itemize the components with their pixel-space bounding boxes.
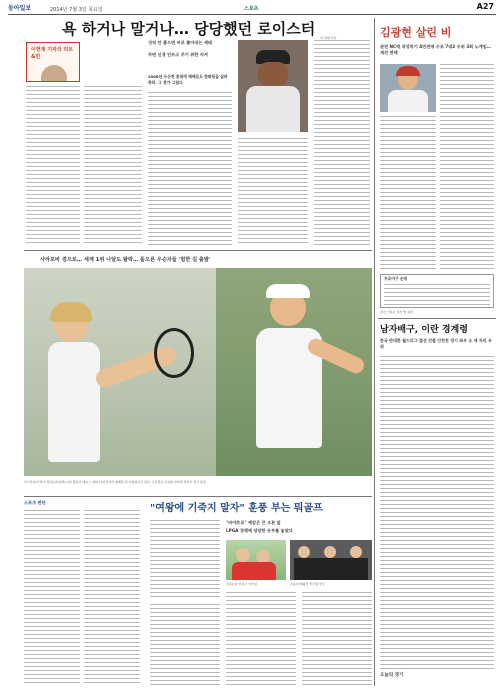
bottom-text-col-3	[302, 592, 372, 686]
right-text-col-a	[380, 116, 436, 270]
byline: 이 헌재 기자	[320, 36, 337, 40]
issue-date: 2014년 7월 3일 목요일	[50, 7, 103, 13]
kim-photo	[380, 64, 436, 112]
paper-name: 동아일보	[8, 5, 32, 12]
main-headline: 욕 하거나 말거나… 당당했던 로이스터	[62, 20, 316, 38]
bottom-sub-1: "바야흐로" 예감은 큰 오른 앞	[226, 520, 281, 525]
golfers-photo-2	[290, 540, 372, 580]
story-text-col-2	[84, 86, 142, 246]
right-subhead: 관전 NC에 작성하기 4연전에 수로 7대2 우위 3회 노게임… 재건 연패	[380, 44, 491, 55]
sports-brief-label: 스포츠 판단	[24, 500, 46, 505]
page-header	[8, 3, 496, 15]
divider	[24, 250, 372, 251]
bottom-text-col-2	[226, 592, 296, 686]
standings-table	[380, 274, 494, 308]
brief-text-col-1	[24, 510, 80, 686]
story-text-col-5	[314, 40, 370, 246]
right-text-col-b	[440, 64, 494, 270]
divider	[378, 318, 496, 319]
columnist-portrait	[41, 65, 67, 81]
standings-note: 관전 기록은 일자 별 결과	[380, 310, 413, 314]
lisicki-photo	[216, 268, 372, 476]
story-text-col-1	[26, 86, 80, 246]
bottom-text-col-1	[150, 604, 220, 686]
golfers-caption-1: 김하늘과 김효주 이미림	[226, 582, 257, 586]
brief-text-col-2	[84, 510, 140, 686]
bottom-text-col-0	[150, 520, 220, 600]
story-text-col-3	[148, 92, 232, 246]
story-text-col-4	[238, 138, 308, 246]
right-text-col-c	[380, 356, 494, 670]
right-headline: 김광현 살린 비	[380, 26, 452, 39]
bottom-sub-2: LPGA 경쟁에 당당한 승부를 놓았다	[226, 528, 293, 533]
right-subhead-2: 한국 반대한 월드리그 결선 진출 인천전 경기 좌우 오 세 자리 우위	[380, 338, 492, 349]
section-name: 스포츠	[244, 6, 259, 12]
photo-caption: 러시아의 마리야 샤라포바(왼쪽) 2일 윔블던 테니스 대회 16강전에서 패배한 뒤 아쉬워하고 있다. 오른쪽은 독일의 자비네 리지키 경기 장면.	[24, 480, 207, 484]
column-label-box	[26, 42, 80, 82]
story-subhead-1: 성적 안 좋으면 바로 쫓아내는 세태	[148, 40, 212, 45]
divider	[24, 496, 372, 497]
bottom-headline: "여왕에 기죽지 말자" 훈풍 부는 뭐골프	[150, 503, 323, 514]
today-games-title: 오늘의 경기	[380, 673, 404, 678]
golfers-caption-2: 조윤지 배희경 박주영 선수	[290, 582, 325, 586]
sharapova-photo	[24, 268, 216, 476]
right-column-rule	[374, 18, 375, 686]
royster-photo	[238, 40, 308, 132]
golfers-photo-1	[226, 540, 286, 580]
standings-title: 프로야구 순위	[384, 276, 408, 281]
story-subhead-3: 2008년 두산전 롯데에 패배로도 한화팀을 살려 축하. 그 롯가 그립다	[148, 74, 228, 85]
column-label: 이헌재 기자의 히트&런	[31, 47, 74, 60]
photo-kicker: 사라포바 겸으로… 세계 1위 나달도 탈락… 돌오른 우승자들 '험한 길 출발'	[40, 257, 211, 263]
story-subhead-2: 주변 신경 안쓰고 주기 위한 지켜	[148, 52, 208, 57]
right-headline-2: 남자배구, 이란 경계령	[380, 325, 468, 335]
page-number: A27	[476, 2, 494, 11]
